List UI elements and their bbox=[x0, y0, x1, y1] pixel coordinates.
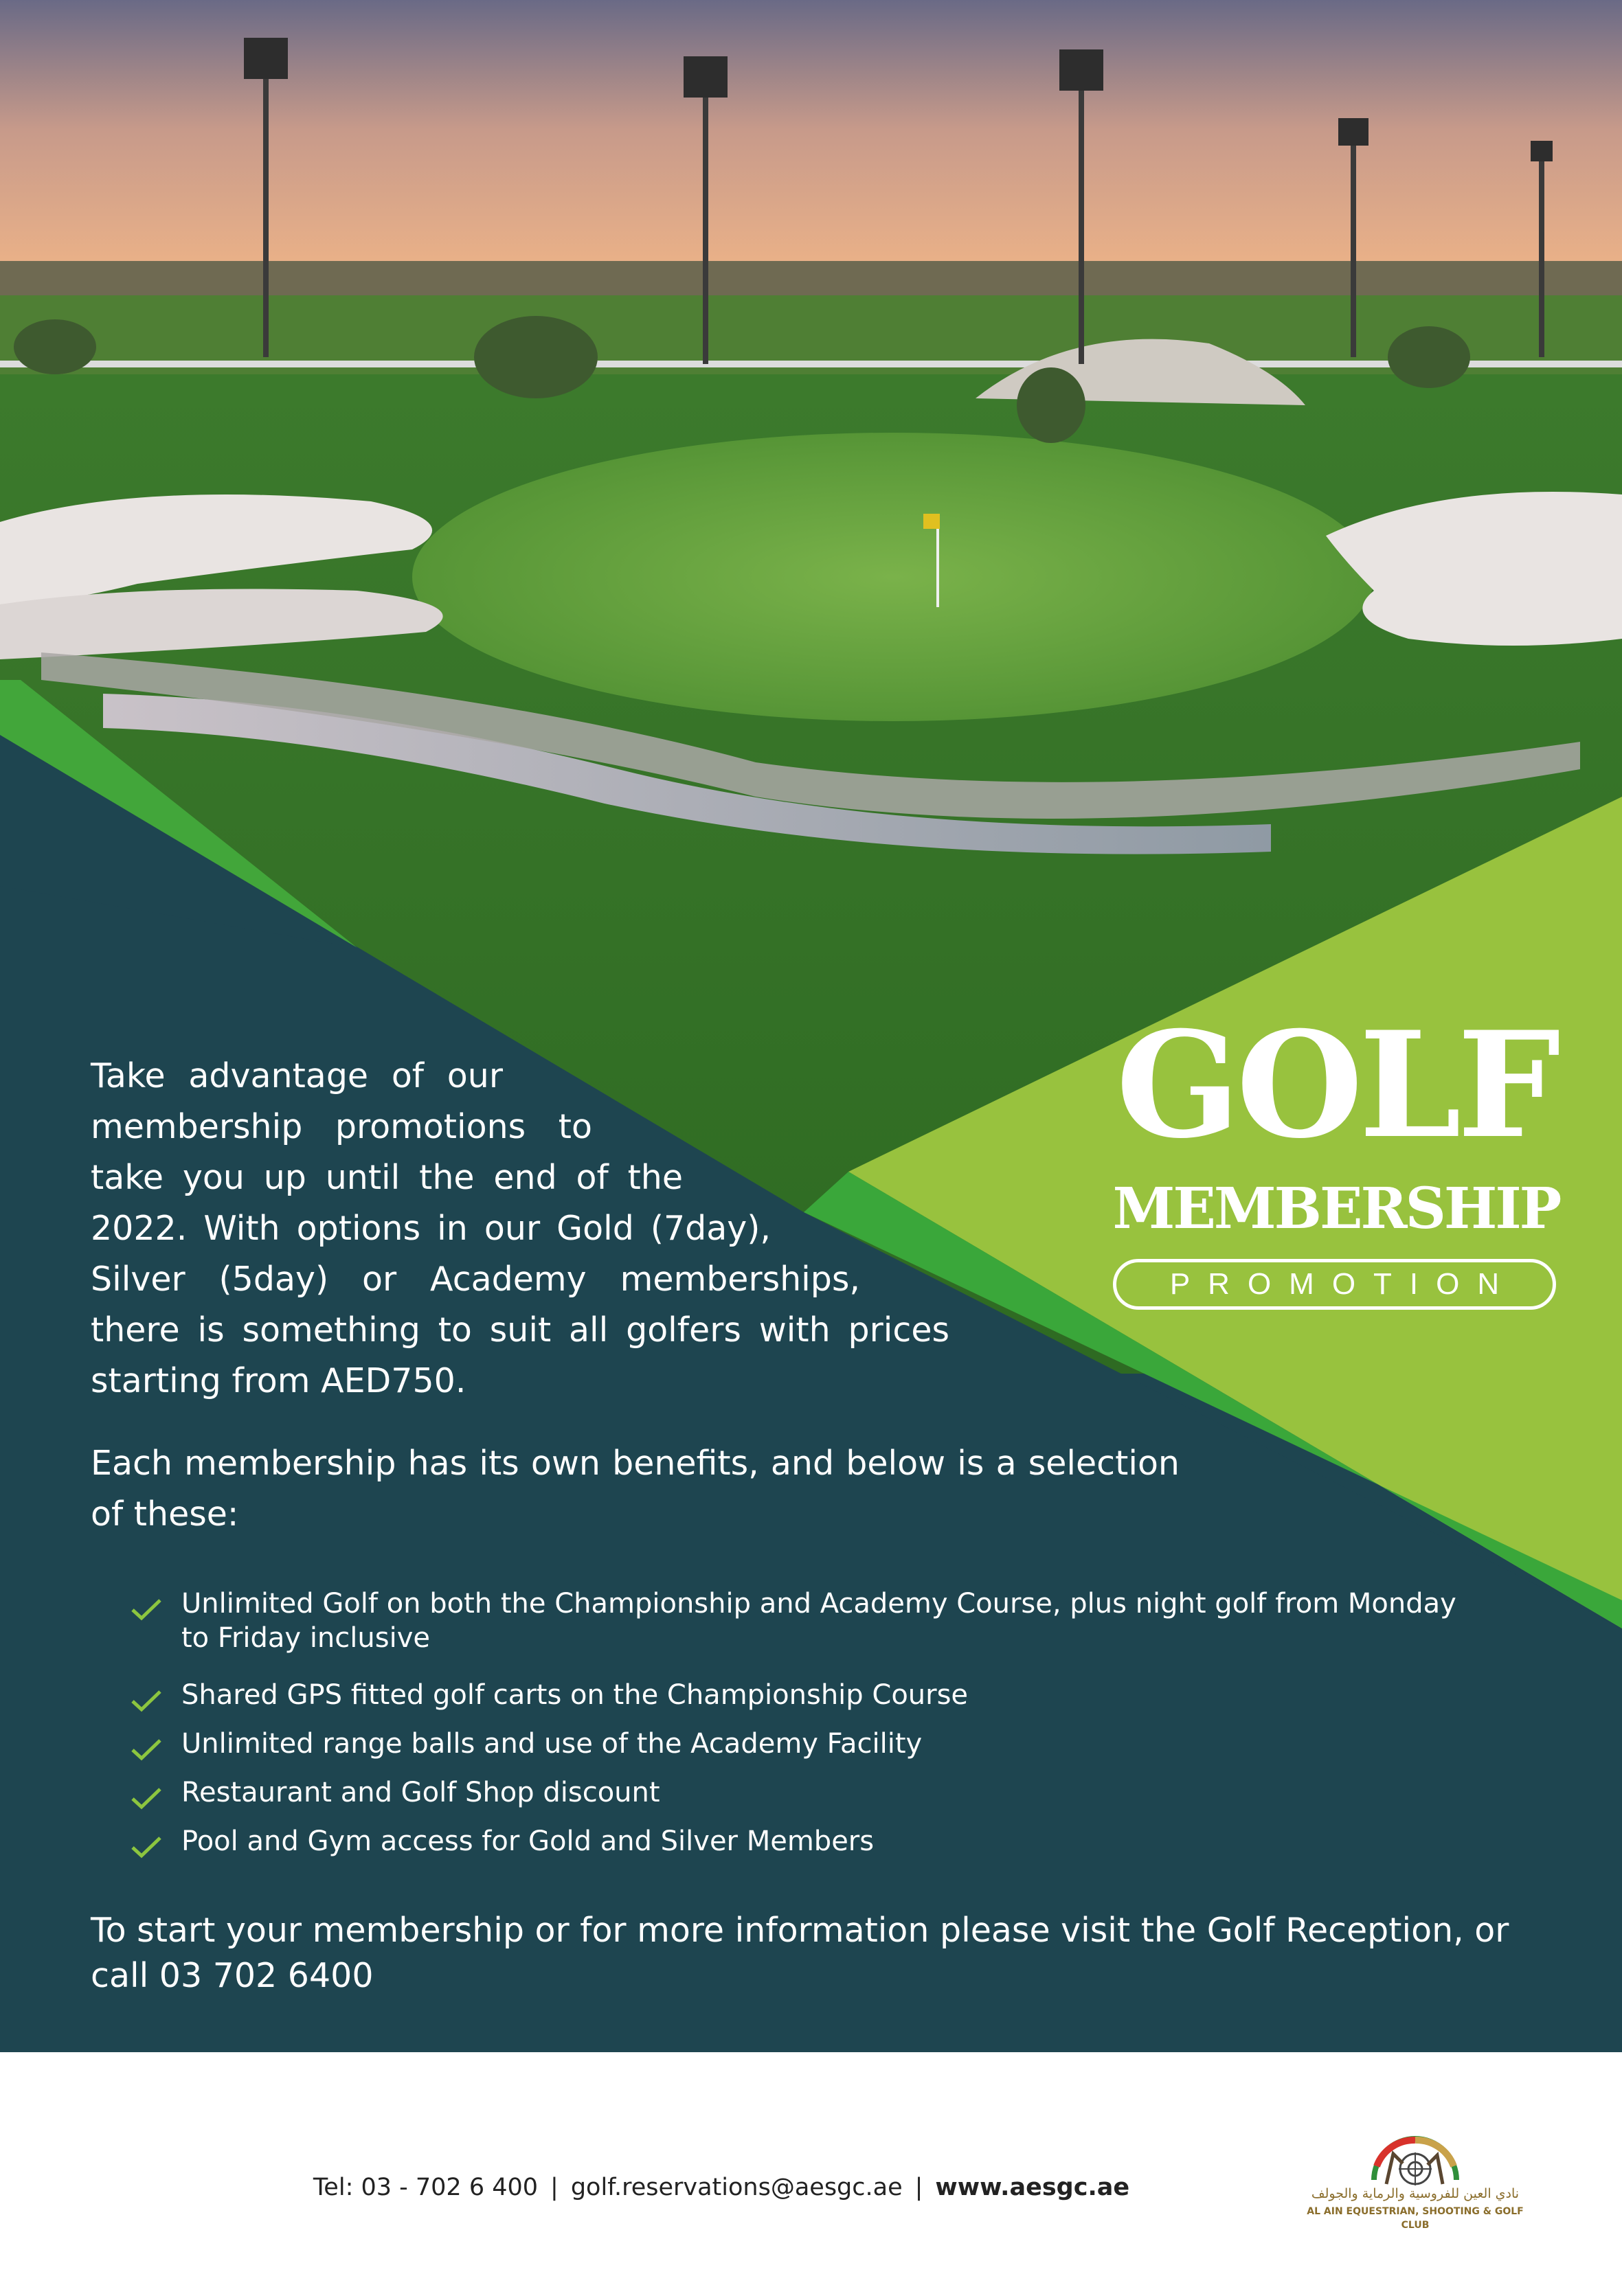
benefit-item bbox=[131, 1678, 1470, 1712]
intro-line: Silver (5day) or Academy memberships, bbox=[91, 1260, 860, 1299]
check-icon bbox=[131, 1835, 162, 1859]
benefit-text: Pool and Gym access for Gold and Silver Members bbox=[181, 1826, 875, 1857]
footer bbox=[0, 2052, 1622, 2296]
footer-website-link[interactable] bbox=[935, 2174, 1129, 2201]
promotion-badge bbox=[1113, 1259, 1556, 1310]
benefits-intro: Each membership has its own benefits, and below is a selection of these: bbox=[91, 1444, 1180, 1534]
contact-paragraph: To start your membership or for more information please visit the Golf Reception, or call 03 702 6400 bbox=[91, 1911, 1509, 1995]
benefit-text: Shared GPS fitted golf carts on the Championship Course bbox=[181, 1679, 969, 1711]
benefits-list bbox=[131, 1587, 1470, 1873]
promotion-label: PROMOTION bbox=[1169, 1267, 1518, 1301]
check-icon bbox=[131, 1598, 162, 1621]
intro-line: membership promotions to bbox=[91, 1107, 592, 1146]
benefit-item bbox=[131, 1587, 1470, 1655]
club-emblem-icon bbox=[1305, 2098, 1525, 2187]
benefit-text: Unlimited Golf on both the Championship and Academy Course, plus night golf from Monday to Friday inclusive bbox=[181, 1588, 1456, 1654]
benefit-item bbox=[131, 1824, 1470, 1859]
footer-website-text: www.aesgc.ae bbox=[935, 2174, 1130, 2201]
intro-line: starting from AED750. bbox=[91, 1361, 466, 1400]
footer-separator: | bbox=[914, 2174, 923, 2201]
intro-paragraph bbox=[91, 1051, 956, 1407]
check-icon bbox=[131, 1738, 162, 1761]
footer-separator: | bbox=[550, 2174, 559, 2201]
check-icon bbox=[131, 1689, 162, 1712]
intro-line: Take advantage of our bbox=[91, 1056, 503, 1095]
intro-line: 2022. With options in our Gold (7day), bbox=[91, 1209, 771, 1248]
footer-tel: Tel: 03 - 702 6 400 bbox=[313, 2174, 539, 2201]
benefit-text: Restaurant and Golf Shop discount bbox=[181, 1777, 660, 1808]
benefit-text: Unlimited range balls and use of the Academy Facility bbox=[181, 1728, 923, 1760]
footer-email-link[interactable]: golf.reservations@aesgc.ae bbox=[570, 2174, 903, 2201]
logo-english-name: AL AIN EQUESTRIAN, SHOOTING & GOLF CLUB bbox=[1307, 2206, 1524, 2231]
intro-line: there is something to suit all golfers with prices bbox=[91, 1310, 949, 1350]
logo-arabic-name: نادي العين للفروسية والرماية والجولف bbox=[1311, 2186, 1520, 2201]
benefit-item bbox=[131, 1775, 1470, 1810]
check-icon bbox=[131, 1786, 162, 1810]
footer-contact-line bbox=[0, 2170, 1443, 2205]
title-membership: MEMBERSHIP bbox=[1112, 1176, 1560, 1242]
title-golf: GOLF bbox=[1116, 999, 1557, 1170]
club-logo bbox=[1305, 2098, 1525, 2231]
intro-line: take you up until the end of the bbox=[91, 1158, 683, 1197]
benefit-item bbox=[131, 1727, 1470, 1761]
